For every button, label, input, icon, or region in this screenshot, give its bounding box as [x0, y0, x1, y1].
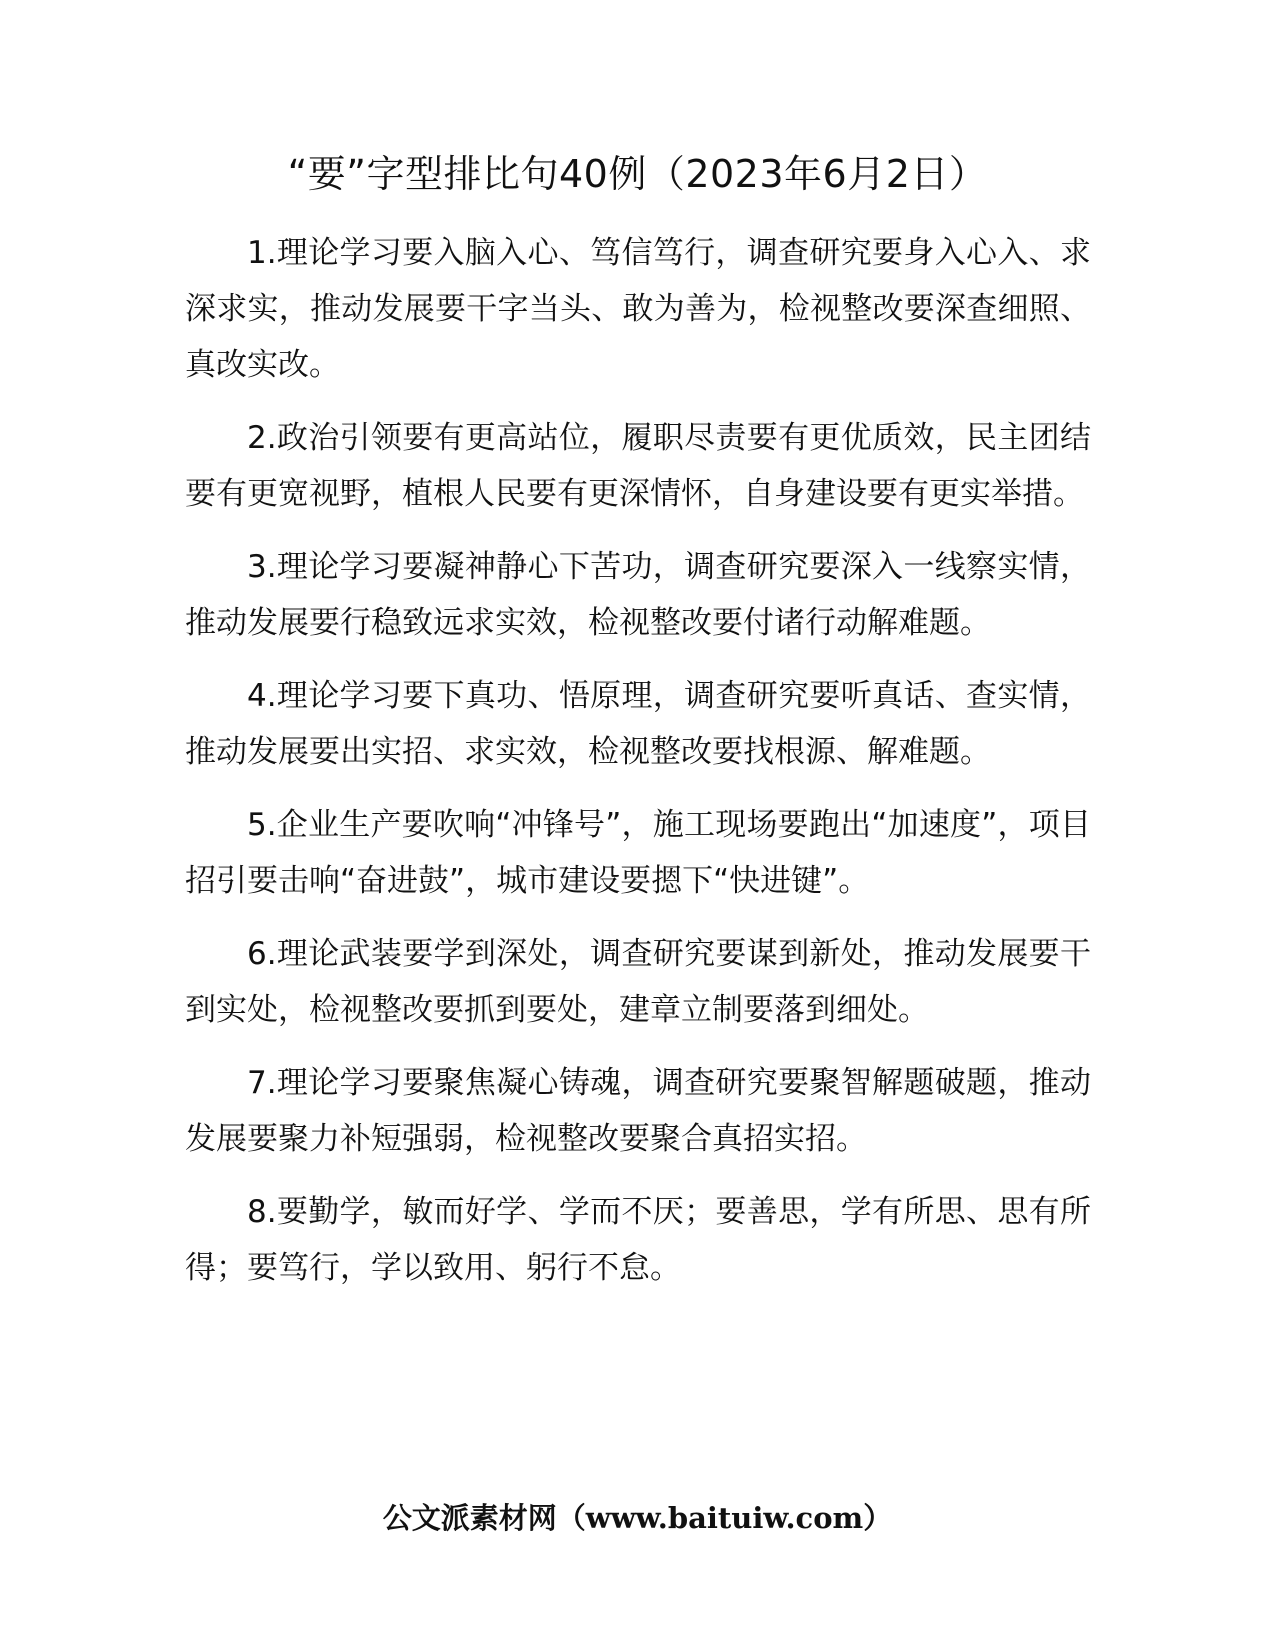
paragraph-4: 4.理论学习要下真功、悟原理，调查研究要听真话、查实情，推动发展要出实招、求实效，检视整改要找根源、解难题。	[185, 678, 1091, 770]
paragraph-3: 3.理论学习要凝神静心下苦功，调查研究要深入一线察实情，推动发展要行稳致远求实效，检视整改要付诸行动解难题。	[185, 549, 1091, 641]
paragraph-2: 2.政治引领要有更高站位，履职尽责要有更优质效，民主团结要有更宽视野，植根人民要有更深情怀，自身建设要有更实举措。	[185, 420, 1091, 512]
paragraph-8: 8.要勤学，敏而好学、学而不厌；要善思，学有所思、思有所得；要笃行，学以致用、躬行不怠。	[185, 1194, 1091, 1286]
paragraph-7: 7.理论学习要聚焦凝心铸魂，调查研究要聚智解题破题，推动发展要聚力补短强弱，检视整改要聚合真招实招。	[185, 1065, 1091, 1157]
page-footer: 公文派素材网（www.baituiw.com）	[382, 1501, 893, 1535]
paragraph-1: 1.理论学习要入脑入心、笃信笃行，调查研究要身入心入、求深求实，推动发展要干字当头、敢为善为，检视整改要深查细照、真改实改。	[185, 235, 1091, 383]
document-title: “要”字型排比句40例（2023年6月2日）	[287, 152, 988, 196]
document-body	[185, 225, 1091, 1313]
paragraph-5: 5.企业生产要吹响“冲锋号”，施工现场要跑出“加速度”，项目招引要击响“奋进鼓”，城市建设要摁下“快进键”。	[185, 807, 1091, 899]
paragraph-6: 6.理论武装要学到深处，调查研究要谋到新处，推动发展要干到实处，检视整改要抓到要处，建章立制要落到细处。	[185, 936, 1091, 1028]
